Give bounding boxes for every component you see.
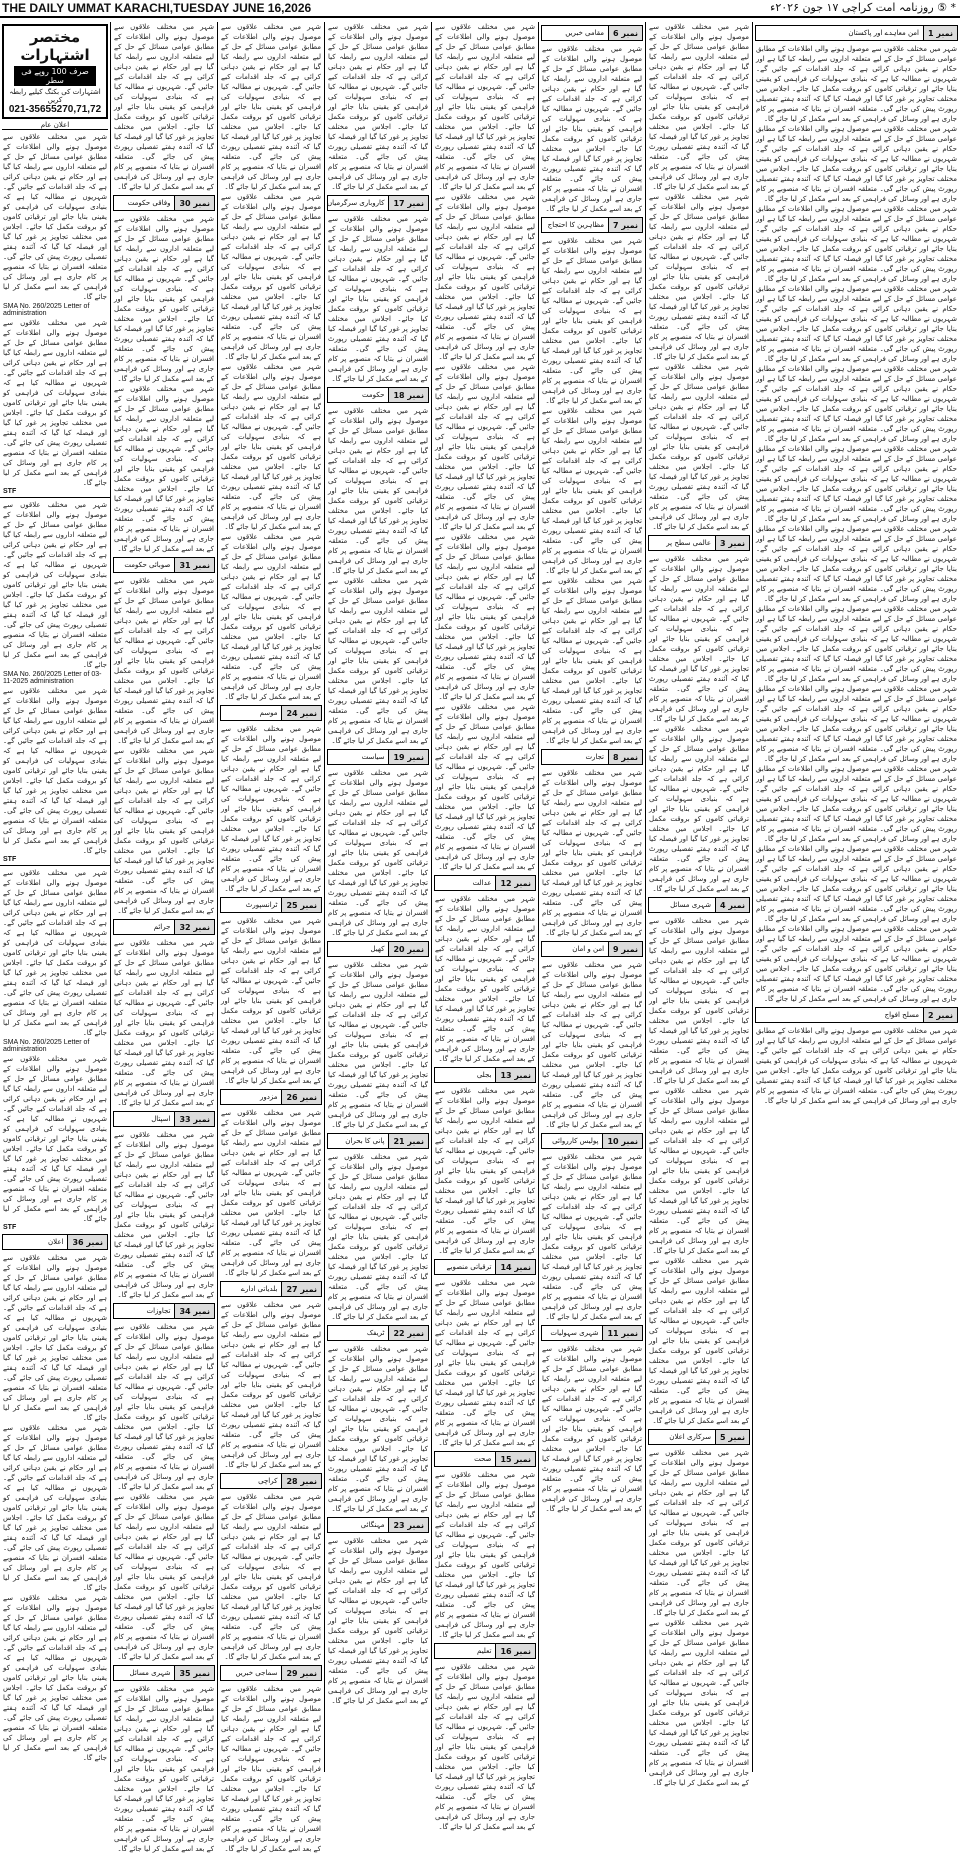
article-text: شہر میں مختلف علاقوں سے موصول ہونے والی اطلاعات کے مطابق عوامی مسائل کے حل کے لیے متعلقہ اداروں سے رابطہ کیا گیا ہے اور حکام نے یقین دہانی کرائی ہے کہ جلد اقدامات کیے جائیں گے۔ شہریوں نے مطالبہ کیا ہے کہ بنیادی سہولیات کی فراہمی کو یقینی بنایا جائے اور ترقیاتی کاموں کو بروقت مکمل کیا جائے۔ اجلاس میں مختلف تجاویز پر غور کیا گیا اور فیصلہ کیا گیا کہ آئندہ ہفتے تفصیلی رپورٹ پیش کی جائے گی۔ متعلقہ افسران نے بتایا کہ منصوبے پر کام جاری ہے اور وسائل کی فراہمی کے بعد اسے مکمل کر لیا جائے گا۔ xyxy=(221,917,321,1085)
section-number: نمبر 28 xyxy=(281,1474,321,1488)
notice-label: اعلان عام xyxy=(2,121,108,130)
article-text: شہر میں مختلف علاقوں سے موصول ہونے والی اطلاعات کے مطابق عوامی مسائل کے حل کے لیے متعلقہ اداروں سے رابطہ کیا گیا ہے اور حکام نے یقین دہانی کرائی ہے کہ جلد اقدامات کیے جائیں گے۔ شہریوں نے مطالبہ کیا ہے کہ بنیادی سہولیات کی فراہمی کو یقینی بنایا جائے اور ترقیاتی کاموں کو بروقت مکمل کیا جائے۔ اجلاس میں مختلف تجاویز پر غور کیا گیا اور فیصلہ کیا گیا کہ آئندہ ہفتے تفصیلی رپورٹ پیش کی جائے گی۔ متعلقہ افسران نے بتایا کہ منصوبے پر کام جاری ہے اور وسائل کی فراہمی کے بعد اسے مکمل کر لیا جائے گا۔ xyxy=(649,725,749,893)
section-number: نمبر 30 xyxy=(174,196,214,210)
article-text: شہر میں مختلف علاقوں سے موصول ہونے والی اطلاعات کے مطابق عوامی مسائل کے حل کے لیے متعلقہ اداروں سے رابطہ کیا گیا ہے اور حکام نے یقین دہانی کرائی ہے کہ جلد اقدامات کیے جائیں گے۔ شہریوں نے مطالبہ کیا ہے کہ بنیادی سہولیات کی فراہمی کو یقینی بنایا جائے اور ترقیاتی کاموں کو بروقت مکمل کیا جائے۔ اجلاس میں مختلف تجاویز پر غور کیا گیا اور فیصلہ کیا گیا کہ آئندہ ہفتے تفصیلی رپورٹ پیش کی جائے گی۔ متعلقہ افسران نے بتایا کہ منصوبے پر کام جاری ہے اور وسائل کی فراہمی کے بعد اسے مکمل کر لیا جائے گا۔ xyxy=(3,1254,107,1422)
article-text: شہر میں مختلف علاقوں سے موصول ہونے والی اطلاعات کے مطابق عوامی مسائل کے حل کے لیے متعلقہ اداروں سے رابطہ کیا گیا ہے اور حکام نے یقین دہانی کرائی ہے کہ جلد اقدامات کیے جائیں گے۔ شہریوں نے مطالبہ کیا ہے کہ بنیادی سہولیات کی فراہمی کو یقینی بنایا جائے اور ترقیاتی کاموں کو بروقت مکمل کیا جائے۔ اجلاس میں مختلف تجاویز پر غور کیا گیا اور فیصلہ کیا گیا کہ آئندہ ہفتے تفصیلی رپورٹ پیش کی جائے گی۔ متعلقہ افسران نے بتایا کہ منصوبے پر کام جاری ہے اور وسائل کی فراہمی کے بعد اسے مکمل کر لیا جائے گا۔ xyxy=(328,1153,428,1321)
section-number: نمبر 29 xyxy=(281,1666,321,1680)
section-number: نمبر 33 xyxy=(174,1112,214,1126)
column-4 xyxy=(324,22,431,1772)
article-text: شہر میں مختلف علاقوں سے موصول ہونے والی اطلاعات کے مطابق عوامی مسائل کے حل کے لیے متعلقہ اداروں سے رابطہ کیا گیا ہے اور حکام نے یقین دہانی کرائی ہے کہ جلد اقدامات کیے جائیں گے۔ شہریوں نے مطالبہ کیا ہے کہ بنیادی سہولیات کی فراہمی کو یقینی بنایا جائے اور ترقیاتی کاموں کو بروقت مکمل کیا جائے۔ اجلاس میں مختلف تجاویز پر غور کیا گیا اور فیصلہ کیا گیا کہ آئندہ ہفتے تفصیلی رپورٹ پیش کی جائے گی۔ متعلقہ افسران نے بتایا کہ منصوبے پر کام جاری ہے اور وسائل کی فراہمی کے بعد اسے مکمل کر لیا جائے گا۔ xyxy=(435,363,535,531)
section-number: نمبر 9 xyxy=(608,942,642,956)
article-text: شہر میں مختلف علاقوں سے موصول ہونے والی اطلاعات کے مطابق عوامی مسائل کے حل کے لیے متعلقہ اداروں سے رابطہ کیا گیا ہے اور حکام نے یقین دہانی کرائی ہے کہ جلد اقدامات کیے جائیں گے۔ شہریوں نے مطالبہ کیا ہے کہ بنیادی سہولیات کی فراہمی کو یقینی بنایا جائے اور ترقیاتی کاموں کو بروقت مکمل کیا جائے۔ اجلاس میں مختلف تجاویز پر غور کیا گیا اور فیصلہ کیا گیا کہ آئندہ ہفتے تفصیلی رپورٹ پیش کی جائے گی۔ متعلقہ افسران نے بتایا کہ منصوبے پر کام جاری ہے اور وسائل کی فراہمی کے بعد اسے مکمل کر لیا جائے گا۔ xyxy=(649,23,749,191)
article-text: شہر میں مختلف علاقوں سے موصول ہونے والی اطلاعات کے مطابق عوامی مسائل کے حل کے لیے متعلقہ اداروں سے رابطہ کیا گیا ہے اور حکام نے یقین دہانی کرائی ہے کہ جلد اقدامات کیے جائیں گے۔ شہریوں نے مطالبہ کیا ہے کہ بنیادی سہولیات کی فراہمی کو یقینی بنایا جائے اور ترقیاتی کاموں کو بروقت مکمل کیا جائے۔ اجلاس میں مختلف تجاویز پر غور کیا گیا اور فیصلہ کیا گیا کہ آئندہ ہفتے تفصیلی رپورٹ پیش کی جائے گی۔ متعلقہ افسران نے بتایا کہ منصوبے پر کام جاری ہے اور وسائل کی فراہمی کے بعد اسے مکمل کر لیا جائے گا۔ xyxy=(435,533,535,701)
section-title: صحت xyxy=(474,1455,492,1463)
article-text: شہر میں مختلف علاقوں سے موصول ہونے والی اطلاعات کے مطابق عوامی مسائل کے حل کے لیے متعلقہ اداروں سے رابطہ کیا گیا ہے اور حکام نے یقین دہانی کرائی ہے کہ جلد اقدامات کیے جائیں گے۔ شہریوں نے مطالبہ کیا ہے کہ بنیادی سہولیات کی فراہمی کو یقینی بنایا جائے اور ترقیاتی کاموں کو بروقت مکمل کیا جائے۔ اجلاس میں مختلف تجاویز پر غور کیا گیا اور فیصلہ کیا گیا کہ آئندہ ہفتے تفصیلی رپورٹ پیش کی جائے گی۔ متعلقہ افسران نے بتایا کہ منصوبے پر کام جاری ہے اور وسائل کی فراہمی کے بعد اسے مکمل کر لیا جائے گا۔ xyxy=(542,1153,642,1321)
article-text: شہر میں مختلف علاقوں سے موصول ہونے والی اطلاعات کے مطابق عوامی مسائل کے حل کے لیے متعلقہ اداروں سے رابطہ کیا گیا ہے اور حکام نے یقین دہانی کرائی ہے کہ جلد اقدامات کیے جائیں گے۔ شہریوں نے مطالبہ کیا ہے کہ بنیادی سہولیات کی فراہمی کو یقینی بنایا جائے اور ترقیاتی کاموں کو بروقت مکمل کیا جائے۔ اجلاس میں مختلف تجاویز پر غور کیا گیا اور فیصلہ کیا گیا کہ آئندہ ہفتے تفصیلی رپورٹ پیش کی جائے گی۔ متعلقہ افسران نے بتایا کہ منصوبے پر کام جاری ہے اور وسائل کی فراہمی کے بعد اسے مکمل کر لیا جائے گا۔ xyxy=(756,605,957,683)
notice-sma: SMA No. 260/2025 Letter of administration xyxy=(3,303,90,317)
section-title: اسپتال xyxy=(151,1115,171,1123)
article-text: شہر میں مختلف علاقوں سے موصول ہونے والی اطلاعات کے مطابق عوامی مسائل کے حل کے لیے متعلقہ اداروں سے رابطہ کیا گیا ہے اور حکام نے یقین دہانی کرائی ہے کہ جلد اقدامات کیے جائیں گے۔ شہریوں نے مطالبہ کیا ہے کہ بنیادی سہولیات کی فراہمی کو یقینی بنایا جائے اور ترقیاتی کاموں کو بروقت مکمل کیا جائے۔ اجلاس میں مختلف تجاویز پر غور کیا گیا اور فیصلہ کیا گیا کہ آئندہ ہفتے تفصیلی رپورٹ پیش کی جائے گی۔ متعلقہ افسران نے بتایا کہ منصوبے پر کام جاری ہے اور وسائل کی فراہمی کے بعد اسے مکمل کر لیا جائے گا۔ xyxy=(542,769,642,937)
section-box xyxy=(220,897,322,913)
section-title: شہری مسائل xyxy=(670,901,712,909)
article-text: شہر میں مختلف علاقوں سے موصول ہونے والی اطلاعات کے مطابق عوامی مسائل کے حل کے لیے متعلقہ اداروں سے رابطہ کیا گیا ہے اور حکام نے یقین دہانی کرائی ہے کہ جلد اقدامات کیے جائیں گے۔ شہریوں نے مطالبہ کیا ہے کہ بنیادی سہولیات کی فراہمی کو یقینی بنایا جائے اور ترقیاتی کاموں کو بروقت مکمل کیا جائے۔ اجلاس میں مختلف تجاویز پر غور کیا گیا اور فیصلہ کیا گیا کہ آئندہ ہفتے تفصیلی رپورٹ پیش کی جائے گی۔ متعلقہ افسران نے بتایا کہ منصوبے پر کام جاری ہے اور وسائل کی فراہمی کے بعد اسے مکمل کر لیا جائے گا۔ xyxy=(435,1279,535,1447)
section-title: مزدور xyxy=(259,1093,278,1101)
section-title: اعلان xyxy=(48,1238,64,1246)
section-box xyxy=(113,919,215,935)
section-title: امن و امان xyxy=(572,945,605,953)
classified-rate: صرف 100 روپے فی سطر xyxy=(14,66,96,86)
article-text: شہر میں مختلف علاقوں سے موصول ہونے والی اطلاعات کے مطابق عوامی مسائل کے حل کے لیے متعلقہ اداروں سے رابطہ کیا گیا ہے اور حکام نے یقین دہانی کرائی ہے کہ جلد اقدامات کیے جائیں گے۔ شہریوں نے مطالبہ کیا ہے کہ بنیادی سہولیات کی فراہمی کو یقینی بنایا جائے اور ترقیاتی کاموں کو بروقت مکمل کیا جائے۔ اجلاس میں مختلف تجاویز پر غور کیا گیا اور فیصلہ کیا گیا کہ آئندہ ہفتے تفصیلی رپورٹ پیش کی جائے گی۔ متعلقہ افسران نے بتایا کہ منصوبے پر کام جاری ہے اور وسائل کی فراہمی کے بعد اسے مکمل کر لیا جائے گا۔ xyxy=(328,769,428,937)
section-title: سماجی خبریں xyxy=(235,1669,278,1677)
section-title: سرکاری اعلان xyxy=(669,1433,712,1441)
section-box xyxy=(755,25,958,41)
section-number: نمبر 18 xyxy=(388,388,428,402)
section-title: موسم xyxy=(259,709,278,717)
section-number: نمبر 19 xyxy=(388,750,428,764)
article-text: شہر میں مختلف علاقوں سے موصول ہونے والی اطلاعات کے مطابق عوامی مسائل کے حل کے لیے متعلقہ اداروں سے رابطہ کیا گیا ہے اور حکام نے یقین دہانی کرائی ہے کہ جلد اقدامات کیے جائیں گے۔ شہریوں نے مطالبہ کیا ہے کہ بنیادی سہولیات کی فراہمی کو یقینی بنایا جائے اور ترقیاتی کاموں کو بروقت مکمل کیا جائے۔ اجلاس میں مختلف تجاویز پر غور کیا گیا اور فیصلہ کیا گیا کہ آئندہ ہفتے تفصیلی رپورٹ پیش کی جائے گی۔ متعلقہ افسران نے بتایا کہ منصوبے پر کام جاری ہے اور وسائل کی فراہمی کے بعد اسے مکمل کر لیا جائے گا۔ xyxy=(328,1345,428,1513)
article-text: شہر میں مختلف علاقوں سے موصول ہونے والی اطلاعات کے مطابق عوامی مسائل کے حل کے لیے متعلقہ اداروں سے رابطہ کیا گیا ہے اور حکام نے یقین دہانی کرائی ہے کہ جلد اقدامات کیے جائیں گے۔ شہریوں نے مطالبہ کیا ہے کہ بنیادی سہولیات کی فراہمی کو یقینی بنایا جائے اور ترقیاتی کاموں کو بروقت مکمل کیا جائے۔ اجلاس میں مختلف تجاویز پر غور کیا گیا اور فیصلہ کیا گیا کہ آئندہ ہفتے تفصیلی رپورٹ پیش کی جائے گی۔ متعلقہ افسران نے بتایا کہ منصوبے پر کام جاری ہے اور وسائل کی فراہمی کے بعد اسے مکمل کر لیا جائے گا۔ xyxy=(542,407,642,575)
notice-text: شہر میں مختلف علاقوں سے موصول ہونے والی اطلاعات کے مطابق عوامی مسائل کے حل کے لیے متعلقہ اداروں سے رابطہ کیا گیا ہے اور حکام نے یقین دہانی کرائی ہے کہ جلد اقدامات کیے جائیں گے۔ شہریوں نے مطالبہ کیا ہے کہ بنیادی سہولیات کی فراہمی کو یقینی بنایا جائے اور ترقیاتی کاموں کو بروقت مکمل کیا جائے۔ اجلاس میں مختلف تجاویز پر غور کیا گیا اور فیصلہ کیا گیا کہ آئندہ ہفتے تفصیلی رپورٹ پیش کی جائے گی۔ متعلقہ افسران نے بتایا کہ منصوبے پر کام جاری ہے اور وسائل کی فراہمی کے بعد اسے مکمل کر لیا جائے گا۔ xyxy=(3,869,107,1037)
section-number: نمبر 21 xyxy=(388,1134,428,1148)
notice-sma: SMA No. 260/2025 Letter of 03-11-2025 administration xyxy=(3,671,102,685)
section-number: نمبر 24 xyxy=(281,706,321,720)
article-text: شہر میں مختلف علاقوں سے موصول ہونے والی اطلاعات کے مطابق عوامی مسائل کے حل کے لیے متعلقہ اداروں سے رابطہ کیا گیا ہے اور حکام نے یقین دہانی کرائی ہے کہ جلد اقدامات کیے جائیں گے۔ شہریوں نے مطالبہ کیا ہے کہ بنیادی سہولیات کی فراہمی کو یقینی بنایا جائے اور ترقیاتی کاموں کو بروقت مکمل کیا جائے۔ اجلاس میں مختلف تجاویز پر غور کیا گیا اور فیصلہ کیا گیا کہ آئندہ ہفتے تفصیلی رپورٹ پیش کی جائے گی۔ متعلقہ افسران نے بتایا کہ منصوبے پر کام جاری ہے اور وسائل کی فراہمی کے بعد اسے مکمل کر لیا جائے گا۔ xyxy=(221,193,321,361)
article-text: شہر میں مختلف علاقوں سے موصول ہونے والی اطلاعات کے مطابق عوامی مسائل کے حل کے لیے متعلقہ اداروں سے رابطہ کیا گیا ہے اور حکام نے یقین دہانی کرائی ہے کہ جلد اقدامات کیے جائیں گے۔ شہریوں نے مطالبہ کیا ہے کہ بنیادی سہولیات کی فراہمی کو یقینی بنایا جائے اور ترقیاتی کاموں کو بروقت مکمل کیا جائے۔ اجلاس میں مختلف تجاویز پر غور کیا گیا اور فیصلہ کیا گیا کہ آئندہ ہفتے تفصیلی رپورٹ پیش کی جائے گی۔ متعلقہ افسران نے بتایا کہ منصوبے پر کام جاری ہے اور وسائل کی فراہمی کے بعد اسے مکمل کر لیا جائے گا۔ xyxy=(649,193,749,361)
section-number: نمبر 25 xyxy=(281,898,321,912)
section-title: پولیس کارروائی xyxy=(552,1137,599,1145)
article-text: شہر میں مختلف علاقوں سے موصول ہونے والی اطلاعات کے مطابق عوامی مسائل کے حل کے لیے متعلقہ اداروں سے رابطہ کیا گیا ہے اور حکام نے یقین دہانی کرائی ہے کہ جلد اقدامات کیے جائیں گے۔ شہریوں نے مطالبہ کیا ہے کہ بنیادی سہولیات کی فراہمی کو یقینی بنایا جائے اور ترقیاتی کاموں کو بروقت مکمل کیا جائے۔ اجلاس میں مختلف تجاویز پر غور کیا گیا اور فیصلہ کیا گیا کہ آئندہ ہفتے تفصیلی رپورٹ پیش کی جائے گی۔ متعلقہ افسران نے بتایا کہ منصوبے پر کام جاری ہے اور وسائل کی فراہمی کے بعد اسے مکمل کر لیا جائے گا۔ xyxy=(114,385,214,553)
article-text: شہر میں مختلف علاقوں سے موصول ہونے والی اطلاعات کے مطابق عوامی مسائل کے حل کے لیے متعلقہ اداروں سے رابطہ کیا گیا ہے اور حکام نے یقین دہانی کرائی ہے کہ جلد اقدامات کیے جائیں گے۔ شہریوں نے مطالبہ کیا ہے کہ بنیادی سہولیات کی فراہمی کو یقینی بنایا جائے اور ترقیاتی کاموں کو بروقت مکمل کیا جائے۔ اجلاس میں مختلف تجاویز پر غور کیا گیا اور فیصلہ کیا گیا کہ آئندہ ہفتے تفصیلی رپورٹ پیش کی جائے گی۔ متعلقہ افسران نے بتایا کہ منصوبے پر کام جاری ہے اور وسائل کی فراہمی کے بعد اسے مکمل کر لیا جائے گا۔ xyxy=(221,1301,321,1469)
section-title: مقامی خبریں xyxy=(565,29,605,37)
section-box xyxy=(220,1089,322,1105)
section-number: نمبر 27 xyxy=(281,1282,321,1296)
article-text: شہر میں مختلف علاقوں سے موصول ہونے والی اطلاعات کے مطابق عوامی مسائل کے حل کے لیے متعلقہ اداروں سے رابطہ کیا گیا ہے اور حکام نے یقین دہانی کرائی ہے کہ جلد اقدامات کیے جائیں گے۔ شہریوں نے مطالبہ کیا ہے کہ بنیادی سہولیات کی فراہمی کو یقینی بنایا جائے اور ترقیاتی کاموں کو بروقت مکمل کیا جائے۔ اجلاس میں مختلف تجاویز پر غور کیا گیا اور فیصلہ کیا گیا کہ آئندہ ہفتے تفصیلی رپورٹ پیش کی جائے گی۔ متعلقہ افسران نے بتایا کہ منصوبے پر کام جاری ہے اور وسائل کی فراہمی کے بعد اسے مکمل کر لیا جائے گا۔ xyxy=(221,1109,321,1277)
section-box xyxy=(220,1473,322,1489)
article-text: شہر میں مختلف علاقوں سے موصول ہونے والی اطلاعات کے مطابق عوامی مسائل کے حل کے لیے متعلقہ اداروں سے رابطہ کیا گیا ہے اور حکام نے یقین دہانی کرائی ہے کہ جلد اقدامات کیے جائیں گے۔ شہریوں نے مطالبہ کیا ہے کہ بنیادی سہولیات کی فراہمی کو یقینی بنایا جائے اور ترقیاتی کاموں کو بروقت مکمل کیا جائے۔ اجلاس میں مختلف تجاویز پر غور کیا گیا اور فیصلہ کیا گیا کہ آئندہ ہفتے تفصیلی رپورٹ پیش کی جائے گی۔ متعلقہ افسران نے بتایا کہ منصوبے پر کام جاری ہے اور وسائل کی فراہمی کے بعد اسے مکمل کر لیا جائے گا۔ xyxy=(328,23,428,191)
article-text: شہر میں مختلف علاقوں سے موصول ہونے والی اطلاعات کے مطابق عوامی مسائل کے حل کے لیے متعلقہ اداروں سے رابطہ کیا گیا ہے اور حکام نے یقین دہانی کرائی ہے کہ جلد اقدامات کیے جائیں گے۔ شہریوں نے مطالبہ کیا ہے کہ بنیادی سہولیات کی فراہمی کو یقینی بنایا جائے اور ترقیاتی کاموں کو بروقت مکمل کیا جائے۔ اجلاس میں مختلف تجاویز پر غور کیا گیا اور فیصلہ کیا گیا کہ آئندہ ہفتے تفصیلی رپورٹ پیش کی جائے گی۔ متعلقہ افسران نے بتایا کہ منصوبے پر کام جاری ہے اور وسائل کی فراہمی کے بعد اسے مکمل کر لیا جائے گا۔ xyxy=(756,205,957,283)
section-title: حکومت xyxy=(362,391,385,399)
section-title: بجلی xyxy=(476,1071,492,1079)
article-text: شہر میں مختلف علاقوں سے موصول ہونے والی اطلاعات کے مطابق عوامی مسائل کے حل کے لیے متعلقہ اداروں سے رابطہ کیا گیا ہے اور حکام نے یقین دہانی کرائی ہے کہ جلد اقدامات کیے جائیں گے۔ شہریوں نے مطالبہ کیا ہے کہ بنیادی سہولیات کی فراہمی کو یقینی بنایا جائے اور ترقیاتی کاموں کو بروقت مکمل کیا جائے۔ اجلاس میں مختلف تجاویز پر غور کیا گیا اور فیصلہ کیا گیا کہ آئندہ ہفتے تفصیلی رپورٹ پیش کی جائے گی۔ متعلقہ افسران نے بتایا کہ منصوبے پر کام جاری ہے اور وسائل کی فراہمی کے بعد اسے مکمل کر لیا جائے گا۔ xyxy=(3,1424,107,1592)
notice-stf: STF xyxy=(3,488,17,495)
column-8 xyxy=(752,22,960,1772)
section-number: نمبر 17 xyxy=(388,196,428,210)
section-box xyxy=(434,1451,536,1467)
section-number: نمبر 5 xyxy=(715,1430,749,1444)
article-text: شہر میں مختلف علاقوں سے موصول ہونے والی اطلاعات کے مطابق عوامی مسائل کے حل کے لیے متعلقہ اداروں سے رابطہ کیا گیا ہے اور حکام نے یقین دہانی کرائی ہے کہ جلد اقدامات کیے جائیں گے۔ شہریوں نے مطالبہ کیا ہے کہ بنیادی سہولیات کی فراہمی کو یقینی بنایا جائے اور ترقیاتی کاموں کو بروقت مکمل کیا جائے۔ اجلاس میں مختلف تجاویز پر غور کیا گیا اور فیصلہ کیا گیا کہ آئندہ ہفتے تفصیلی رپورٹ پیش کی جائے گی۔ متعلقہ افسران نے بتایا کہ منصوبے پر کام جاری ہے اور وسائل کی فراہمی کے بعد اسے مکمل کر لیا جائے گا۔ xyxy=(649,555,749,723)
article-text: شہر میں مختلف علاقوں سے موصول ہونے والی اطلاعات کے مطابق عوامی مسائل کے حل کے لیے متعلقہ اداروں سے رابطہ کیا گیا ہے اور حکام نے یقین دہانی کرائی ہے کہ جلد اقدامات کیے جائیں گے۔ شہریوں نے مطالبہ کیا ہے کہ بنیادی سہولیات کی فراہمی کو یقینی بنایا جائے اور ترقیاتی کاموں کو بروقت مکمل کیا جائے۔ اجلاس میں مختلف تجاویز پر غور کیا گیا اور فیصلہ کیا گیا کہ آئندہ ہفتے تفصیلی رپورٹ پیش کی جائے گی۔ متعلقہ افسران نے بتایا کہ منصوبے پر کام جاری ہے اور وسائل کی فراہمی کے بعد اسے مکمل کر لیا جائے گا۔ xyxy=(114,577,214,745)
article-text: شہر میں مختلف علاقوں سے موصول ہونے والی اطلاعات کے مطابق عوامی مسائل کے حل کے لیے متعلقہ اداروں سے رابطہ کیا گیا ہے اور حکام نے یقین دہانی کرائی ہے کہ جلد اقدامات کیے جائیں گے۔ شہریوں نے مطالبہ کیا ہے کہ بنیادی سہولیات کی فراہمی کو یقینی بنایا جائے اور ترقیاتی کاموں کو بروقت مکمل کیا جائے۔ اجلاس میں مختلف تجاویز پر غور کیا گیا اور فیصلہ کیا گیا کہ آئندہ ہفتے تفصیلی رپورٹ پیش کی جائے گی۔ متعلقہ افسران نے بتایا کہ منصوبے پر کام جاری ہے اور وسائل کی فراہمی کے بعد اسے مکمل کر لیا جائے گا۔ xyxy=(756,285,957,363)
section-box xyxy=(113,1303,215,1319)
section-box xyxy=(648,897,750,913)
section-box xyxy=(541,941,643,957)
article-text: شہر میں مختلف علاقوں سے موصول ہونے والی اطلاعات کے مطابق عوامی مسائل کے حل کے لیے متعلقہ اداروں سے رابطہ کیا گیا ہے اور حکام نے یقین دہانی کرائی ہے کہ جلد اقدامات کیے جائیں گے۔ شہریوں نے مطالبہ کیا ہے کہ بنیادی سہولیات کی فراہمی کو یقینی بنایا جائے اور ترقیاتی کاموں کو بروقت مکمل کیا جائے۔ اجلاس میں مختلف تجاویز پر غور کیا گیا اور فیصلہ کیا گیا کہ آئندہ ہفتے تفصیلی رپورٹ پیش کی جائے گی۔ متعلقہ افسران نے بتایا کہ منصوبے پر کام جاری ہے اور وسائل کی فراہمی کے بعد اسے مکمل کر لیا جائے گا۔ xyxy=(756,685,957,763)
article-text: شہر میں مختلف علاقوں سے موصول ہونے والی اطلاعات کے مطابق عوامی مسائل کے حل کے لیے متعلقہ اداروں سے رابطہ کیا گیا ہے اور حکام نے یقین دہانی کرائی ہے کہ جلد اقدامات کیے جائیں گے۔ شہریوں نے مطالبہ کیا ہے کہ بنیادی سہولیات کی فراہمی کو یقینی بنایا جائے اور ترقیاتی کاموں کو بروقت مکمل کیا جائے۔ اجلاس میں مختلف تجاویز پر غور کیا گیا اور فیصلہ کیا گیا کہ آئندہ ہفتے تفصیلی رپورٹ پیش کی جائے گی۔ متعلقہ افسران نے بتایا کہ منصوبے پر کام جاری ہے اور وسائل کی فراہمی کے بعد اسے مکمل کر لیا جائے گا۔ xyxy=(542,45,642,213)
section-title: سیاست xyxy=(361,753,385,761)
notice-stf: STF xyxy=(3,856,17,863)
article-text: شہر میں مختلف علاقوں سے موصول ہونے والی اطلاعات کے مطابق عوامی مسائل کے حل کے لیے متعلقہ اداروں سے رابطہ کیا گیا ہے اور حکام نے یقین دہانی کرائی ہے کہ جلد اقدامات کیے جائیں گے۔ شہریوں نے مطالبہ کیا ہے کہ بنیادی سہولیات کی فراہمی کو یقینی بنایا جائے اور ترقیاتی کاموں کو بروقت مکمل کیا جائے۔ اجلاس میں مختلف تجاویز پر غور کیا گیا اور فیصلہ کیا گیا کہ آئندہ ہفتے تفصیلی رپورٹ پیش کی جائے گی۔ متعلقہ افسران نے بتایا کہ منصوبے پر کام جاری ہے اور وسائل کی فراہمی کے بعد اسے مکمل کر لیا جائے گا۔ xyxy=(221,1685,321,1853)
article-text: شہر میں مختلف علاقوں سے موصول ہونے والی اطلاعات کے مطابق عوامی مسائل کے حل کے لیے متعلقہ اداروں سے رابطہ کیا گیا ہے اور حکام نے یقین دہانی کرائی ہے کہ جلد اقدامات کیے جائیں گے۔ شہریوں نے مطالبہ کیا ہے کہ بنیادی سہولیات کی فراہمی کو یقینی بنایا جائے اور ترقیاتی کاموں کو بروقت مکمل کیا جائے۔ اجلاس میں مختلف تجاویز پر غور کیا گیا اور فیصلہ کیا گیا کہ آئندہ ہفتے تفصیلی رپورٹ پیش کی جائے گی۔ متعلقہ افسران نے بتایا کہ منصوبے پر کام جاری ہے اور وسائل کی فراہمی کے بعد اسے مکمل کر لیا جائے گا۔ xyxy=(3,1594,107,1762)
article-text: شہر میں مختلف علاقوں سے موصول ہونے والی اطلاعات کے مطابق عوامی مسائل کے حل کے لیے متعلقہ اداروں سے رابطہ کیا گیا ہے اور حکام نے یقین دہانی کرائی ہے کہ جلد اقدامات کیے جائیں گے۔ شہریوں نے مطالبہ کیا ہے کہ بنیادی سہولیات کی فراہمی کو یقینی بنایا جائے اور ترقیاتی کاموں کو بروقت مکمل کیا جائے۔ اجلاس میں مختلف تجاویز پر غور کیا گیا اور فیصلہ کیا گیا کہ آئندہ ہفتے تفصیلی رپورٹ پیش کی جائے گی۔ متعلقہ افسران نے بتایا کہ منصوبے پر کام جاری ہے اور وسائل کی فراہمی کے بعد اسے مکمل کر لیا جائے گا۔ xyxy=(114,1685,214,1853)
notice-text: شہر میں مختلف علاقوں سے موصول ہونے والی اطلاعات کے مطابق عوامی مسائل کے حل کے لیے متعلقہ اداروں سے رابطہ کیا گیا ہے اور حکام نے یقین دہانی کرائی ہے کہ جلد اقدامات کیے جائیں گے۔ شہریوں نے مطالبہ کیا ہے کہ بنیادی سہولیات کی فراہمی کو یقینی بنایا جائے اور ترقیاتی کاموں کو بروقت مکمل کیا جائے۔ اجلاس میں مختلف تجاویز پر غور کیا گیا اور فیصلہ کیا گیا کہ آئندہ ہفتے تفصیلی رپورٹ پیش کی جائے گی۔ متعلقہ افسران نے بتایا کہ منصوبے پر کام جاری ہے اور وسائل کی فراہمی کے بعد اسے مکمل کر لیا جائے گا۔ xyxy=(3,1055,107,1223)
section-title: مظاہرین کا احتجاج xyxy=(547,221,605,229)
section-title: ٹرانسپورٹ xyxy=(245,901,278,909)
article-text: شہر میں مختلف علاقوں سے موصول ہونے والی اطلاعات کے مطابق عوامی مسائل کے حل کے لیے متعلقہ اداروں سے رابطہ کیا گیا ہے اور حکام نے یقین دہانی کرائی ہے کہ جلد اقدامات کیے جائیں گے۔ شہریوں نے مطالبہ کیا ہے کہ بنیادی سہولیات کی فراہمی کو یقینی بنایا جائے اور ترقیاتی کاموں کو بروقت مکمل کیا جائے۔ اجلاس میں مختلف تجاویز پر غور کیا گیا اور فیصلہ کیا گیا کہ آئندہ ہفتے تفصیلی رپورٹ پیش کی جائے گی۔ متعلقہ افسران نے بتایا کہ منصوبے پر کام جاری ہے اور وسائل کی فراہمی کے بعد اسے مکمل کر لیا جائے گا۔ xyxy=(756,125,957,203)
article-text: شہر میں مختلف علاقوں سے موصول ہونے والی اطلاعات کے مطابق عوامی مسائل کے حل کے لیے متعلقہ اداروں سے رابطہ کیا گیا ہے اور حکام نے یقین دہانی کرائی ہے کہ جلد اقدامات کیے جائیں گے۔ شہریوں نے مطالبہ کیا ہے کہ بنیادی سہولیات کی فراہمی کو یقینی بنایا جائے اور ترقیاتی کاموں کو بروقت مکمل کیا جائے۔ اجلاس میں مختلف تجاویز پر غور کیا گیا اور فیصلہ کیا گیا کہ آئندہ ہفتے تفصیلی رپورٹ پیش کی جائے گی۔ متعلقہ افسران نے بتایا کہ منصوبے پر کام جاری ہے اور وسائل کی فراہمی کے بعد اسے مکمل کر لیا جائے گا۔ xyxy=(649,1257,749,1425)
section-number: نمبر 1 xyxy=(923,26,957,40)
article-text: شہر میں مختلف علاقوں سے موصول ہونے والی اطلاعات کے مطابق عوامی مسائل کے حل کے لیے متعلقہ اداروں سے رابطہ کیا گیا ہے اور حکام نے یقین دہانی کرائی ہے کہ جلد اقدامات کیے جائیں گے۔ شہریوں نے مطالبہ کیا ہے کہ بنیادی سہولیات کی فراہمی کو یقینی بنایا جائے اور ترقیاتی کاموں کو بروقت مکمل کیا جائے۔ اجلاس میں مختلف تجاویز پر غور کیا گیا اور فیصلہ کیا گیا کہ آئندہ ہفتے تفصیلی رپورٹ پیش کی جائے گی۔ متعلقہ افسران نے بتایا کہ منصوبے پر کام جاری ہے اور وسائل کی فراہمی کے بعد اسے مکمل کر لیا جائے گا۔ xyxy=(435,895,535,1063)
section-box xyxy=(327,1325,429,1341)
column-5 xyxy=(431,22,538,1831)
column-7 xyxy=(645,22,752,1787)
section-title: پانی کا بحران xyxy=(345,1137,385,1145)
section-title: تعلیم xyxy=(477,1647,492,1655)
article-text: شہر میں مختلف علاقوں سے موصول ہونے والی اطلاعات کے مطابق عوامی مسائل کے حل کے لیے متعلقہ اداروں سے رابطہ کیا گیا ہے اور حکام نے یقین دہانی کرائی ہے کہ جلد اقدامات کیے جائیں گے۔ شہریوں نے مطالبہ کیا ہے کہ بنیادی سہولیات کی فراہمی کو یقینی بنایا جائے اور ترقیاتی کاموں کو بروقت مکمل کیا جائے۔ اجلاس میں مختلف تجاویز پر غور کیا گیا اور فیصلہ کیا گیا کہ آئندہ ہفتے تفصیلی رپورٹ پیش کی جائے گی۔ متعلقہ افسران نے بتایا کہ منصوبے پر کام جاری ہے اور وسائل کی فراہمی کے بعد اسے مکمل کر لیا جائے گا۔ xyxy=(756,1027,957,1105)
section-box xyxy=(541,25,643,41)
section-number: نمبر 16 xyxy=(495,1644,535,1658)
section-box xyxy=(327,387,429,403)
article-text: شہر میں مختلف علاقوں سے موصول ہونے والی اطلاعات کے مطابق عوامی مسائل کے حل کے لیے متعلقہ اداروں سے رابطہ کیا گیا ہے اور حکام نے یقین دہانی کرائی ہے کہ جلد اقدامات کیے جائیں گے۔ شہریوں نے مطالبہ کیا ہے کہ بنیادی سہولیات کی فراہمی کو یقینی بنایا جائے اور ترقیاتی کاموں کو بروقت مکمل کیا جائے۔ اجلاس میں مختلف تجاویز پر غور کیا گیا اور فیصلہ کیا گیا کہ آئندہ ہفتے تفصیلی رپورٹ پیش کی جائے گی۔ متعلقہ افسران نے بتایا کہ منصوبے پر کام جاری ہے اور وسائل کی فراہمی کے بعد اسے مکمل کر لیا جائے گا۔ xyxy=(435,23,535,191)
article-text: شہر میں مختلف علاقوں سے موصول ہونے والی اطلاعات کے مطابق عوامی مسائل کے حل کے لیے متعلقہ اداروں سے رابطہ کیا گیا ہے اور حکام نے یقین دہانی کرائی ہے کہ جلد اقدامات کیے جائیں گے۔ شہریوں نے مطالبہ کیا ہے کہ بنیادی سہولیات کی فراہمی کو یقینی بنایا جائے اور ترقیاتی کاموں کو بروقت مکمل کیا جائے۔ اجلاس میں مختلف تجاویز پر غور کیا گیا اور فیصلہ کیا گیا کہ آئندہ ہفتے تفصیلی رپورٹ پیش کی جائے گی۔ متعلقہ افسران نے بتایا کہ منصوبے پر کام جاری ہے اور وسائل کی فراہمی کے بعد اسے مکمل کر لیا جائے گا۔ xyxy=(542,1345,642,1513)
section-title: عالمی سطح پر xyxy=(666,539,712,547)
section-title: تجاوزات xyxy=(146,1307,171,1315)
section-box xyxy=(113,557,215,573)
article-text: شہر میں مختلف علاقوں سے موصول ہونے والی اطلاعات کے مطابق عوامی مسائل کے حل کے لیے متعلقہ اداروں سے رابطہ کیا گیا ہے اور حکام نے یقین دہانی کرائی ہے کہ جلد اقدامات کیے جائیں گے۔ شہریوں نے مطالبہ کیا ہے کہ بنیادی سہولیات کی فراہمی کو یقینی بنایا جائے اور ترقیاتی کاموں کو بروقت مکمل کیا جائے۔ اجلاس میں مختلف تجاویز پر غور کیا گیا اور فیصلہ کیا گیا کہ آئندہ ہفتے تفصیلی رپورٹ پیش کی جائے گی۔ متعلقہ افسران نے بتایا کہ منصوبے پر کام جاری ہے اور وسائل کی فراہمی کے بعد اسے مکمل کر لیا جائے گا۔ xyxy=(328,577,428,745)
section-number: نمبر 12 xyxy=(495,876,535,890)
section-box xyxy=(327,749,429,765)
section-number: نمبر 13 xyxy=(495,1068,535,1082)
section-number: نمبر 8 xyxy=(608,750,642,764)
section-number: نمبر 10 xyxy=(602,1134,642,1148)
article-text: شہر میں مختلف علاقوں سے موصول ہونے والی اطلاعات کے مطابق عوامی مسائل کے حل کے لیے متعلقہ اداروں سے رابطہ کیا گیا ہے اور حکام نے یقین دہانی کرائی ہے کہ جلد اقدامات کیے جائیں گے۔ شہریوں نے مطالبہ کیا ہے کہ بنیادی سہولیات کی فراہمی کو یقینی بنایا جائے اور ترقیاتی کاموں کو بروقت مکمل کیا جائے۔ اجلاس میں مختلف تجاویز پر غور کیا گیا اور فیصلہ کیا گیا کہ آئندہ ہفتے تفصیلی رپورٹ پیش کی جائے گی۔ متعلقہ افسران نے بتایا کہ منصوبے پر کام جاری ہے اور وسائل کی فراہمی کے بعد اسے مکمل کر لیا جائے گا۔ xyxy=(114,1493,214,1661)
section-box xyxy=(434,1259,536,1275)
notice-text: شہر میں مختلف علاقوں سے موصول ہونے والی اطلاعات کے مطابق عوامی مسائل کے حل کے لیے متعلقہ اداروں سے رابطہ کیا گیا ہے اور حکام نے یقین دہانی کرائی ہے کہ جلد اقدامات کیے جائیں گے۔ شہریوں نے مطالبہ کیا ہے کہ بنیادی سہولیات کی فراہمی کو یقینی بنایا جائے اور ترقیاتی کاموں کو بروقت مکمل کیا جائے۔ اجلاس میں مختلف تجاویز پر غور کیا گیا اور فیصلہ کیا گیا کہ آئندہ ہفتے تفصیلی رپورٹ پیش کی جائے گی۔ متعلقہ افسران نے بتایا کہ منصوبے پر کام جاری ہے اور وسائل کی فراہمی کے بعد اسے مکمل کر لیا جائے گا۔ xyxy=(3,501,107,669)
notice-sma: SMA No. 260/2025 Letter of administration xyxy=(3,1039,90,1053)
section-number: نمبر 11 xyxy=(602,1326,642,1340)
article-text: شہر میں مختلف علاقوں سے موصول ہونے والی اطلاعات کے مطابق عوامی مسائل کے حل کے لیے متعلقہ اداروں سے رابطہ کیا گیا ہے اور حکام نے یقین دہانی کرائی ہے کہ جلد اقدامات کیے جائیں گے۔ شہریوں نے مطالبہ کیا ہے کہ بنیادی سہولیات کی فراہمی کو یقینی بنایا جائے اور ترقیاتی کاموں کو بروقت مکمل کیا جائے۔ اجلاس میں مختلف تجاویز پر غور کیا گیا اور فیصلہ کیا گیا کہ آئندہ ہفتے تفصیلی رپورٹ پیش کی جائے گی۔ متعلقہ افسران نے بتایا کہ منصوبے پر کام جاری ہے اور وسائل کی فراہمی کے بعد اسے مکمل کر لیا جائے گا۔ xyxy=(756,445,957,523)
column-6 xyxy=(538,22,645,1772)
article-text: شہر میں مختلف علاقوں سے موصول ہونے والی اطلاعات کے مطابق عوامی مسائل کے حل کے لیے متعلقہ اداروں سے رابطہ کیا گیا ہے اور حکام نے یقین دہانی کرائی ہے کہ جلد اقدامات کیے جائیں گے۔ شہریوں نے مطالبہ کیا ہے کہ بنیادی سہولیات کی فراہمی کو یقینی بنایا جائے اور ترقیاتی کاموں کو بروقت مکمل کیا جائے۔ اجلاس میں مختلف تجاویز پر غور کیا گیا اور فیصلہ کیا گیا کہ آئندہ ہفتے تفصیلی رپورٹ پیش کی جائے گی۔ متعلقہ افسران نے بتایا کہ منصوبے پر کام جاری ہے اور وسائل کی فراہمی کے بعد اسے مکمل کر لیا جائے گا۔ xyxy=(221,1493,321,1661)
section-number: نمبر 2 xyxy=(923,1008,957,1022)
section-title: شہری مسائل xyxy=(129,1669,171,1677)
section-box xyxy=(541,749,643,765)
section-title: شہری سہولیات xyxy=(550,1329,599,1337)
masthead-title: THE DAILY UMMAT KARACHI,TUESDAY JUNE 16,2026 xyxy=(2,1,312,15)
article-text: شہر میں مختلف علاقوں سے موصول ہونے والی اطلاعات کے مطابق عوامی مسائل کے حل کے لیے متعلقہ اداروں سے رابطہ کیا گیا ہے اور حکام نے یقین دہانی کرائی ہے کہ جلد اقدامات کیے جائیں گے۔ شہریوں نے مطالبہ کیا ہے کہ بنیادی سہولیات کی فراہمی کو یقینی بنایا جائے اور ترقیاتی کاموں کو بروقت مکمل کیا جائے۔ اجلاس میں مختلف تجاویز پر غور کیا گیا اور فیصلہ کیا گیا کہ آئندہ ہفتے تفصیلی رپورٹ پیش کی جائے گی۔ متعلقہ افسران نے بتایا کہ منصوبے پر کام جاری ہے اور وسائل کی فراہمی کے بعد اسے مکمل کر لیا جائے گا۔ xyxy=(756,765,957,843)
notice-text: شہر میں مختلف علاقوں سے موصول ہونے والی اطلاعات کے مطابق عوامی مسائل کے حل کے لیے متعلقہ اداروں سے رابطہ کیا گیا ہے اور حکام نے یقین دہانی کرائی ہے کہ جلد اقدامات کیے جائیں گے۔ شہریوں نے مطالبہ کیا ہے کہ بنیادی سہولیات کی فراہمی کو یقینی بنایا جائے اور ترقیاتی کاموں کو بروقت مکمل کیا جائے۔ اجلاس میں مختلف تجاویز پر غور کیا گیا اور فیصلہ کیا گیا کہ آئندہ ہفتے تفصیلی رپورٹ پیش کی جائے گی۔ متعلقہ افسران نے بتایا کہ منصوبے پر کام جاری ہے اور وسائل کی فراہمی کے بعد اسے مکمل کر لیا جائے گا۔ xyxy=(3,133,107,301)
section-box xyxy=(113,195,215,211)
article-text: شہر میں مختلف علاقوں سے موصول ہونے والی اطلاعات کے مطابق عوامی مسائل کے حل کے لیے متعلقہ اداروں سے رابطہ کیا گیا ہے اور حکام نے یقین دہانی کرائی ہے کہ جلد اقدامات کیے جائیں گے۔ شہریوں نے مطالبہ کیا ہے کہ بنیادی سہولیات کی فراہمی کو یقینی بنایا جائے اور ترقیاتی کاموں کو بروقت مکمل کیا جائے۔ اجلاس میں مختلف تجاویز پر غور کیا گیا اور فیصلہ کیا گیا کہ آئندہ ہفتے تفصیلی رپورٹ پیش کی جائے گی۔ متعلقہ افسران نے بتایا کہ منصوبے پر کام جاری ہے اور وسائل کی فراہمی کے بعد اسے مکمل کر لیا جائے گا۔ xyxy=(435,1663,535,1831)
section-title: کراچی xyxy=(258,1477,278,1485)
classified-note: اشتہارات کی بکنگ کیلیے رابطہ کریں xyxy=(9,88,101,104)
section-number: نمبر 15 xyxy=(495,1452,535,1466)
section-box xyxy=(327,1133,429,1149)
article-text: شہر میں مختلف علاقوں سے موصول ہونے والی اطلاعات کے مطابق عوامی مسائل کے حل کے لیے متعلقہ اداروں سے رابطہ کیا گیا ہے اور حکام نے یقین دہانی کرائی ہے کہ جلد اقدامات کیے جائیں گے۔ شہریوں نے مطالبہ کیا ہے کہ بنیادی سہولیات کی فراہمی کو یقینی بنایا جائے اور ترقیاتی کاموں کو بروقت مکمل کیا جائے۔ اجلاس میں مختلف تجاویز پر غور کیا گیا اور فیصلہ کیا گیا کہ آئندہ ہفتے تفصیلی رپورٹ پیش کی جائے گی۔ متعلقہ افسران نے بتایا کہ منصوبے پر کام جاری ہے اور وسائل کی فراہمی کے بعد اسے مکمل کر لیا جائے گا۔ xyxy=(756,365,957,443)
article-text: شہر میں مختلف علاقوں سے موصول ہونے والی اطلاعات کے مطابق عوامی مسائل کے حل کے لیے متعلقہ اداروں سے رابطہ کیا گیا ہے اور حکام نے یقین دہانی کرائی ہے کہ جلد اقدامات کیے جائیں گے۔ شہریوں نے مطالبہ کیا ہے کہ بنیادی سہولیات کی فراہمی کو یقینی بنایا جائے اور ترقیاتی کاموں کو بروقت مکمل کیا جائے۔ اجلاس میں مختلف تجاویز پر غور کیا گیا اور فیصلہ کیا گیا کہ آئندہ ہفتے تفصیلی رپورٹ پیش کی جائے گی۔ متعلقہ افسران نے بتایا کہ منصوبے پر کام جاری ہے اور وسائل کی فراہمی کے بعد اسے مکمل کر لیا جائے گا۔ xyxy=(435,703,535,871)
section-title: کاروباری سرگرمیاں xyxy=(327,199,385,207)
section-number: نمبر 4 xyxy=(715,898,749,912)
column-classifieds xyxy=(0,22,110,1772)
section-number: نمبر 3 xyxy=(715,536,749,550)
section-number: نمبر 34 xyxy=(174,1304,214,1318)
section-box xyxy=(113,1111,215,1127)
notice-text: شہر میں مختلف علاقوں سے موصول ہونے والی اطلاعات کے مطابق عوامی مسائل کے حل کے لیے متعلقہ اداروں سے رابطہ کیا گیا ہے اور حکام نے یقین دہانی کرائی ہے کہ جلد اقدامات کیے جائیں گے۔ شہریوں نے مطالبہ کیا ہے کہ بنیادی سہولیات کی فراہمی کو یقینی بنایا جائے اور ترقیاتی کاموں کو بروقت مکمل کیا جائے۔ اجلاس میں مختلف تجاویز پر غور کیا گیا اور فیصلہ کیا گیا کہ آئندہ ہفتے تفصیلی رپورٹ پیش کی جائے گی۔ متعلقہ افسران نے بتایا کہ منصوبے پر کام جاری ہے اور وسائل کی فراہمی کے بعد اسے مکمل کر لیا جائے گا۔ xyxy=(3,687,107,855)
classified-phone: 021-35655270,71,72 xyxy=(8,104,102,115)
section-box xyxy=(755,1007,958,1023)
article-text: شہر میں مختلف علاقوں سے موصول ہونے والی اطلاعات کے مطابق عوامی مسائل کے حل کے لیے متعلقہ اداروں سے رابطہ کیا گیا ہے اور حکام نے یقین دہانی کرائی ہے کہ جلد اقدامات کیے جائیں گے۔ شہریوں نے مطالبہ کیا ہے کہ بنیادی سہولیات کی فراہمی کو یقینی بنایا جائے اور ترقیاتی کاموں کو بروقت مکمل کیا جائے۔ اجلاس میں مختلف تجاویز پر غور کیا گیا اور فیصلہ کیا گیا کہ آئندہ ہفتے تفصیلی رپورٹ پیش کی جائے گی۔ متعلقہ افسران نے بتایا کہ منصوبے پر کام جاری ہے اور وسائل کی فراہمی کے بعد اسے مکمل کر لیا جائے گا۔ xyxy=(542,237,642,405)
section-box xyxy=(541,1133,643,1149)
section-number: نمبر 14 xyxy=(495,1260,535,1274)
section-title: مہنگائی xyxy=(360,1521,385,1529)
article-text: شہر میں مختلف علاقوں سے موصول ہونے والی اطلاعات کے مطابق عوامی مسائل کے حل کے لیے متعلقہ اداروں سے رابطہ کیا گیا ہے اور حکام نے یقین دہانی کرائی ہے کہ جلد اقدامات کیے جائیں گے۔ شہریوں نے مطالبہ کیا ہے کہ بنیادی سہولیات کی فراہمی کو یقینی بنایا جائے اور ترقیاتی کاموں کو بروقت مکمل کیا جائے۔ اجلاس میں مختلف تجاویز پر غور کیا گیا اور فیصلہ کیا گیا کہ آئندہ ہفتے تفصیلی رپورٹ پیش کی جائے گی۔ متعلقہ افسران نے بتایا کہ منصوبے پر کام جاری ہے اور وسائل کی فراہمی کے بعد اسے مکمل کر لیا جائے گا۔ xyxy=(649,363,749,531)
section-number: نمبر 36 xyxy=(67,1235,107,1249)
section-box xyxy=(648,1429,750,1445)
article-text: شہر میں مختلف علاقوں سے موصول ہونے والی اطلاعات کے مطابق عوامی مسائل کے حل کے لیے متعلقہ اداروں سے رابطہ کیا گیا ہے اور حکام نے یقین دہانی کرائی ہے کہ جلد اقدامات کیے جائیں گے۔ شہریوں نے مطالبہ کیا ہے کہ بنیادی سہولیات کی فراہمی کو یقینی بنایا جائے اور ترقیاتی کاموں کو بروقت مکمل کیا جائے۔ اجلاس میں مختلف تجاویز پر غور کیا گیا اور فیصلہ کیا گیا کہ آئندہ ہفتے تفصیلی رپورٹ پیش کی جائے گی۔ متعلقہ افسران نے بتایا کہ منصوبے پر کام جاری ہے اور وسائل کی فراہمی کے بعد اسے مکمل کر لیا جائے گا۔ xyxy=(328,1537,428,1705)
article-text: شہر میں مختلف علاقوں سے موصول ہونے والی اطلاعات کے مطابق عوامی مسائل کے حل کے لیے متعلقہ اداروں سے رابطہ کیا گیا ہے اور حکام نے یقین دہانی کرائی ہے کہ جلد اقدامات کیے جائیں گے۔ شہریوں نے مطالبہ کیا ہے کہ بنیادی سہولیات کی فراہمی کو یقینی بنایا جائے اور ترقیاتی کاموں کو بروقت مکمل کیا جائے۔ اجلاس میں مختلف تجاویز پر غور کیا گیا اور فیصلہ کیا گیا کہ آئندہ ہفتے تفصیلی رپورٹ پیش کی جائے گی۔ متعلقہ افسران نے بتایا کہ منصوبے پر کام جاری ہے اور وسائل کی فراہمی کے بعد اسے مکمل کر لیا جائے گا۔ xyxy=(756,925,957,1003)
article-text: شہر میں مختلف علاقوں سے موصول ہونے والی اطلاعات کے مطابق عوامی مسائل کے حل کے لیے متعلقہ اداروں سے رابطہ کیا گیا ہے اور حکام نے یقین دہانی کرائی ہے کہ جلد اقدامات کیے جائیں گے۔ شہریوں نے مطالبہ کیا ہے کہ بنیادی سہولیات کی فراہمی کو یقینی بنایا جائے اور ترقیاتی کاموں کو بروقت مکمل کیا جائے۔ اجلاس میں مختلف تجاویز پر غور کیا گیا اور فیصلہ کیا گیا کہ آئندہ ہفتے تفصیلی رپورٹ پیش کی جائے گی۔ متعلقہ افسران نے بتایا کہ منصوبے پر کام جاری ہے اور وسائل کی فراہمی کے بعد اسے مکمل کر لیا جائے گا۔ xyxy=(114,747,214,915)
column-3 xyxy=(217,22,324,1853)
section-number: نمبر 26 xyxy=(281,1090,321,1104)
section-box xyxy=(541,1325,643,1341)
section-number: نمبر 7 xyxy=(608,218,642,232)
article-text: شہر میں مختلف علاقوں سے موصول ہونے والی اطلاعات کے مطابق عوامی مسائل کے حل کے لیے متعلقہ اداروں سے رابطہ کیا گیا ہے اور حکام نے یقین دہانی کرائی ہے کہ جلد اقدامات کیے جائیں گے۔ شہریوں نے مطالبہ کیا ہے کہ بنیادی سہولیات کی فراہمی کو یقینی بنایا جائے اور ترقیاتی کاموں کو بروقت مکمل کیا جائے۔ اجلاس میں مختلف تجاویز پر غور کیا گیا اور فیصلہ کیا گیا کہ آئندہ ہفتے تفصیلی رپورٹ پیش کی جائے گی۔ متعلقہ افسران نے بتایا کہ منصوبے پر کام جاری ہے اور وسائل کی فراہمی کے بعد اسے مکمل کر لیا جائے گا۔ xyxy=(114,939,214,1107)
section-title: امن معاہدے اور پاکستان xyxy=(848,29,920,37)
section-box xyxy=(113,1665,215,1681)
section-title: عدالت xyxy=(472,879,492,887)
column-2 xyxy=(110,22,217,1853)
article-text: شہر میں مختلف علاقوں سے موصول ہونے والی اطلاعات کے مطابق عوامی مسائل کے حل کے لیے متعلقہ اداروں سے رابطہ کیا گیا ہے اور حکام نے یقین دہانی کرائی ہے کہ جلد اقدامات کیے جائیں گے۔ شہریوں نے مطالبہ کیا ہے کہ بنیادی سہولیات کی فراہمی کو یقینی بنایا جائے اور ترقیاتی کاموں کو بروقت مکمل کیا جائے۔ اجلاس میں مختلف تجاویز پر غور کیا گیا اور فیصلہ کیا گیا کہ آئندہ ہفتے تفصیلی رپورٹ پیش کی جائے گی۔ متعلقہ افسران نے بتایا کہ منصوبے پر کام جاری ہے اور وسائل کی فراہمی کے بعد اسے مکمل کر لیا جائے گا۔ xyxy=(756,845,957,923)
section-number: نمبر 22 xyxy=(388,1326,428,1340)
section-title: کھیل xyxy=(370,945,385,953)
article-text: شہر میں مختلف علاقوں سے موصول ہونے والی اطلاعات کے مطابق عوامی مسائل کے حل کے لیے متعلقہ اداروں سے رابطہ کیا گیا ہے اور حکام نے یقین دہانی کرائی ہے کہ جلد اقدامات کیے جائیں گے۔ شہریوں نے مطالبہ کیا ہے کہ بنیادی سہولیات کی فراہمی کو یقینی بنایا جائے اور ترقیاتی کاموں کو بروقت مکمل کیا جائے۔ اجلاس میں مختلف تجاویز پر غور کیا گیا اور فیصلہ کیا گیا کہ آئندہ ہفتے تفصیلی رپورٹ پیش کی جائے گی۔ متعلقہ افسران نے بتایا کہ منصوبے پر کام جاری ہے اور وسائل کی فراہمی کے بعد اسے مکمل کر لیا جائے گا۔ xyxy=(221,363,321,531)
notice-stf: STF xyxy=(3,1224,17,1231)
notice-text: شہر میں مختلف علاقوں سے موصول ہونے والی اطلاعات کے مطابق عوامی مسائل کے حل کے لیے متعلقہ اداروں سے رابطہ کیا گیا ہے اور حکام نے یقین دہانی کرائی ہے کہ جلد اقدامات کیے جائیں گے۔ شہریوں نے مطالبہ کیا ہے کہ بنیادی سہولیات کی فراہمی کو یقینی بنایا جائے اور ترقیاتی کاموں کو بروقت مکمل کیا جائے۔ اجلاس میں مختلف تجاویز پر غور کیا گیا اور فیصلہ کیا گیا کہ آئندہ ہفتے تفصیلی رپورٹ پیش کی جائے گی۔ متعلقہ افسران نے بتایا کہ منصوبے پر کام جاری ہے اور وسائل کی فراہمی کے بعد اسے مکمل کر لیا جائے گا۔ xyxy=(3,319,107,487)
classified-heading: مختصر اشتہارات xyxy=(20,28,90,64)
section-box xyxy=(327,1517,429,1533)
article-text: شہر میں مختلف علاقوں سے موصول ہونے والی اطلاعات کے مطابق عوامی مسائل کے حل کے لیے متعلقہ اداروں سے رابطہ کیا گیا ہے اور حکام نے یقین دہانی کرائی ہے کہ جلد اقدامات کیے جائیں گے۔ شہریوں نے مطالبہ کیا ہے کہ بنیادی سہولیات کی فراہمی کو یقینی بنایا جائے اور ترقیاتی کاموں کو بروقت مکمل کیا جائے۔ اجلاس میں مختلف تجاویز پر غور کیا گیا اور فیصلہ کیا گیا کہ آئندہ ہفتے تفصیلی رپورٹ پیش کی جائے گی۔ متعلقہ افسران نے بتایا کہ منصوبے پر کام جاری ہے اور وسائل کی فراہمی کے بعد اسے مکمل کر لیا جائے گا۔ xyxy=(435,1087,535,1255)
section-box xyxy=(541,217,643,233)
section-box xyxy=(220,705,322,721)
section-box xyxy=(434,1643,536,1659)
article-text: شہر میں مختلف علاقوں سے موصول ہونے والی اطلاعات کے مطابق عوامی مسائل کے حل کے لیے متعلقہ اداروں سے رابطہ کیا گیا ہے اور حکام نے یقین دہانی کرائی ہے کہ جلد اقدامات کیے جائیں گے۔ شہریوں نے مطالبہ کیا ہے کہ بنیادی سہولیات کی فراہمی کو یقینی بنایا جائے اور ترقیاتی کاموں کو بروقت مکمل کیا جائے۔ اجلاس میں مختلف تجاویز پر غور کیا گیا اور فیصلہ کیا گیا کہ آئندہ ہفتے تفصیلی رپورٹ پیش کی جائے گی۔ متعلقہ افسران نے بتایا کہ منصوبے پر کام جاری ہے اور وسائل کی فراہمی کے بعد اسے مکمل کر لیا جائے گا۔ xyxy=(649,1449,749,1617)
article-text: شہر میں مختلف علاقوں سے موصول ہونے والی اطلاعات کے مطابق عوامی مسائل کے حل کے لیے متعلقہ اداروں سے رابطہ کیا گیا ہے اور حکام نے یقین دہانی کرائی ہے کہ جلد اقدامات کیے جائیں گے۔ شہریوں نے مطالبہ کیا ہے کہ بنیادی سہولیات کی فراہمی کو یقینی بنایا جائے اور ترقیاتی کاموں کو بروقت مکمل کیا جائے۔ اجلاس میں مختلف تجاویز پر غور کیا گیا اور فیصلہ کیا گیا کہ آئندہ ہفتے تفصیلی رپورٹ پیش کی جائے گی۔ متعلقہ افسران نے بتایا کہ منصوبے پر کام جاری ہے اور وسائل کی فراہمی کے بعد اسے مکمل کر لیا جائے گا۔ xyxy=(221,533,321,701)
article-text: شہر میں مختلف علاقوں سے موصول ہونے والی اطلاعات کے مطابق عوامی مسائل کے حل کے لیے متعلقہ اداروں سے رابطہ کیا گیا ہے اور حکام نے یقین دہانی کرائی ہے کہ جلد اقدامات کیے جائیں گے۔ شہریوں نے مطالبہ کیا ہے کہ بنیادی سہولیات کی فراہمی کو یقینی بنایا جائے اور ترقیاتی کاموں کو بروقت مکمل کیا جائے۔ اجلاس میں مختلف تجاویز پر غور کیا گیا اور فیصلہ کیا گیا کہ آئندہ ہفتے تفصیلی رپورٹ پیش کی جائے گی۔ متعلقہ افسران نے بتایا کہ منصوبے پر کام جاری ہے اور وسائل کی فراہمی کے بعد اسے مکمل کر لیا جائے گا۔ xyxy=(114,23,214,191)
section-box xyxy=(434,1067,536,1083)
section-number: نمبر 32 xyxy=(174,920,214,934)
section-title: ترقیاتی منصوبے xyxy=(446,1263,492,1271)
section-title: وفاقی حکومت xyxy=(127,199,171,207)
section-box xyxy=(2,1234,108,1250)
section-box xyxy=(434,875,536,891)
article-text: شہر میں مختلف علاقوں سے موصول ہونے والی اطلاعات کے مطابق عوامی مسائل کے حل کے لیے متعلقہ اداروں سے رابطہ کیا گیا ہے اور حکام نے یقین دہانی کرائی ہے کہ جلد اقدامات کیے جائیں گے۔ شہریوں نے مطالبہ کیا ہے کہ بنیادی سہولیات کی فراہمی کو یقینی بنایا جائے اور ترقیاتی کاموں کو بروقت مکمل کیا جائے۔ اجلاس میں مختلف تجاویز پر غور کیا گیا اور فیصلہ کیا گیا کہ آئندہ ہفتے تفصیلی رپورٹ پیش کی جائے گی۔ متعلقہ افسران نے بتایا کہ منصوبے پر کام جاری ہے اور وسائل کی فراہمی کے بعد اسے مکمل کر لیا جائے گا۔ xyxy=(756,525,957,603)
section-number: نمبر 20 xyxy=(388,942,428,956)
classified-ad-box xyxy=(2,24,108,119)
article-text: شہر میں مختلف علاقوں سے موصول ہونے والی اطلاعات کے مطابق عوامی مسائل کے حل کے لیے متعلقہ اداروں سے رابطہ کیا گیا ہے اور حکام نے یقین دہانی کرائی ہے کہ جلد اقدامات کیے جائیں گے۔ شہریوں نے مطالبہ کیا ہے کہ بنیادی سہولیات کی فراہمی کو یقینی بنایا جائے اور ترقیاتی کاموں کو بروقت مکمل کیا جائے۔ اجلاس میں مختلف تجاویز پر غور کیا گیا اور فیصلہ کیا گیا کہ آئندہ ہفتے تفصیلی رپورٹ پیش کی جائے گی۔ متعلقہ افسران نے بتایا کہ منصوبے پر کام جاری ہے اور وسائل کی فراہمی کے بعد اسے مکمل کر لیا جائے گا۔ xyxy=(221,725,321,893)
section-title: جرائم xyxy=(153,923,171,931)
section-number: نمبر 23 xyxy=(388,1518,428,1532)
section-number: نمبر 35 xyxy=(174,1666,214,1680)
article-text: شہر میں مختلف علاقوں سے موصول ہونے والی اطلاعات کے مطابق عوامی مسائل کے حل کے لیے متعلقہ اداروں سے رابطہ کیا گیا ہے اور حکام نے یقین دہانی کرائی ہے کہ جلد اقدامات کیے جائیں گے۔ شہریوں نے مطالبہ کیا ہے کہ بنیادی سہولیات کی فراہمی کو یقینی بنایا جائے اور ترقیاتی کاموں کو بروقت مکمل کیا جائے۔ اجلاس میں مختلف تجاویز پر غور کیا گیا اور فیصلہ کیا گیا کہ آئندہ ہفتے تفصیلی رپورٹ پیش کی جائے گی۔ متعلقہ افسران نے بتایا کہ منصوبے پر کام جاری ہے اور وسائل کی فراہمی کے بعد اسے مکمل کر لیا جائے گا۔ xyxy=(649,917,749,1085)
article-text: شہر میں مختلف علاقوں سے موصول ہونے والی اطلاعات کے مطابق عوامی مسائل کے حل کے لیے متعلقہ اداروں سے رابطہ کیا گیا ہے اور حکام نے یقین دہانی کرائی ہے کہ جلد اقدامات کیے جائیں گے۔ شہریوں نے مطالبہ کیا ہے کہ بنیادی سہولیات کی فراہمی کو یقینی بنایا جائے اور ترقیاتی کاموں کو بروقت مکمل کیا جائے۔ اجلاس میں مختلف تجاویز پر غور کیا گیا اور فیصلہ کیا گیا کہ آئندہ ہفتے تفصیلی رپورٹ پیش کی جائے گی۔ متعلقہ افسران نے بتایا کہ منصوبے پر کام جاری ہے اور وسائل کی فراہمی کے بعد اسے مکمل کر لیا جائے گا۔ xyxy=(114,1323,214,1491)
masthead xyxy=(0,0,960,18)
article-text: شہر میں مختلف علاقوں سے موصول ہونے والی اطلاعات کے مطابق عوامی مسائل کے حل کے لیے متعلقہ اداروں سے رابطہ کیا گیا ہے اور حکام نے یقین دہانی کرائی ہے کہ جلد اقدامات کیے جائیں گے۔ شہریوں نے مطالبہ کیا ہے کہ بنیادی سہولیات کی فراہمی کو یقینی بنایا جائے اور ترقیاتی کاموں کو بروقت مکمل کیا جائے۔ اجلاس میں مختلف تجاویز پر غور کیا گیا اور فیصلہ کیا گیا کہ آئندہ ہفتے تفصیلی رپورٹ پیش کی جائے گی۔ متعلقہ افسران نے بتایا کہ منصوبے پر کام جاری ہے اور وسائل کی فراہمی کے بعد اسے مکمل کر لیا جائے گا۔ xyxy=(542,961,642,1129)
section-box xyxy=(327,941,429,957)
section-number: نمبر 31 xyxy=(174,558,214,572)
section-box xyxy=(648,535,750,551)
section-title: صوبائی حکومت xyxy=(124,561,171,569)
article-text: شہر میں مختلف علاقوں سے موصول ہونے والی اطلاعات کے مطابق عوامی مسائل کے حل کے لیے متعلقہ اداروں سے رابطہ کیا گیا ہے اور حکام نے یقین دہانی کرائی ہے کہ جلد اقدامات کیے جائیں گے۔ شہریوں نے مطالبہ کیا ہے کہ بنیادی سہولیات کی فراہمی کو یقینی بنایا جائے اور ترقیاتی کاموں کو بروقت مکمل کیا جائے۔ اجلاس میں مختلف تجاویز پر غور کیا گیا اور فیصلہ کیا گیا کہ آئندہ ہفتے تفصیلی رپورٹ پیش کی جائے گی۔ متعلقہ افسران نے بتایا کہ منصوبے پر کام جاری ہے اور وسائل کی فراہمی کے بعد اسے مکمل کر لیا جائے گا۔ xyxy=(114,215,214,383)
article-text: شہر میں مختلف علاقوں سے موصول ہونے والی اطلاعات کے مطابق عوامی مسائل کے حل کے لیے متعلقہ اداروں سے رابطہ کیا گیا ہے اور حکام نے یقین دہانی کرائی ہے کہ جلد اقدامات کیے جائیں گے۔ شہریوں نے مطالبہ کیا ہے کہ بنیادی سہولیات کی فراہمی کو یقینی بنایا جائے اور ترقیاتی کاموں کو بروقت مکمل کیا جائے۔ اجلاس میں مختلف تجاویز پر غور کیا گیا اور فیصلہ کیا گیا کہ آئندہ ہفتے تفصیلی رپورٹ پیش کی جائے گی۔ متعلقہ افسران نے بتایا کہ منصوبے پر کام جاری ہے اور وسائل کی فراہمی کے بعد اسے مکمل کر لیا جائے گا۔ xyxy=(328,215,428,383)
article-text: شہر میں مختلف علاقوں سے موصول ہونے والی اطلاعات کے مطابق عوامی مسائل کے حل کے لیے متعلقہ اداروں سے رابطہ کیا گیا ہے اور حکام نے یقین دہانی کرائی ہے کہ جلد اقدامات کیے جائیں گے۔ شہریوں نے مطالبہ کیا ہے کہ بنیادی سہولیات کی فراہمی کو یقینی بنایا جائے اور ترقیاتی کاموں کو بروقت مکمل کیا جائے۔ اجلاس میں مختلف تجاویز پر غور کیا گیا اور فیصلہ کیا گیا کہ آئندہ ہفتے تفصیلی رپورٹ پیش کی جائے گی۔ متعلقہ افسران نے بتایا کہ منصوبے پر کام جاری ہے اور وسائل کی فراہمی کے بعد اسے مکمل کر لیا جائے گا۔ xyxy=(328,961,428,1129)
article-text: شہر میں مختلف علاقوں سے موصول ہونے والی اطلاعات کے مطابق عوامی مسائل کے حل کے لیے متعلقہ اداروں سے رابطہ کیا گیا ہے اور حکام نے یقین دہانی کرائی ہے کہ جلد اقدامات کیے جائیں گے۔ شہریوں نے مطالبہ کیا ہے کہ بنیادی سہولیات کی فراہمی کو یقینی بنایا جائے اور ترقیاتی کاموں کو بروقت مکمل کیا جائے۔ اجلاس میں مختلف تجاویز پر غور کیا گیا اور فیصلہ کیا گیا کہ آئندہ ہفتے تفصیلی رپورٹ پیش کی جائے گی۔ متعلقہ افسران نے بتایا کہ منصوبے پر کام جاری ہے اور وسائل کی فراہمی کے بعد اسے مکمل کر لیا جائے گا۔ xyxy=(435,1471,535,1639)
article-text: شہر میں مختلف علاقوں سے موصول ہونے والی اطلاعات کے مطابق عوامی مسائل کے حل کے لیے متعلقہ اداروں سے رابطہ کیا گیا ہے اور حکام نے یقین دہانی کرائی ہے کہ جلد اقدامات کیے جائیں گے۔ شہریوں نے مطالبہ کیا ہے کہ بنیادی سہولیات کی فراہمی کو یقینی بنایا جائے اور ترقیاتی کاموں کو بروقت مکمل کیا جائے۔ اجلاس میں مختلف تجاویز پر غور کیا گیا اور فیصلہ کیا گیا کہ آئندہ ہفتے تفصیلی رپورٹ پیش کی جائے گی۔ متعلقہ افسران نے بتایا کہ منصوبے پر کام جاری ہے اور وسائل کی فراہمی کے بعد اسے مکمل کر لیا جائے گا۔ xyxy=(435,193,535,361)
article-text: شہر میں مختلف علاقوں سے موصول ہونے والی اطلاعات کے مطابق عوامی مسائل کے حل کے لیے متعلقہ اداروں سے رابطہ کیا گیا ہے اور حکام نے یقین دہانی کرائی ہے کہ جلد اقدامات کیے جائیں گے۔ شہریوں نے مطالبہ کیا ہے کہ بنیادی سہولیات کی فراہمی کو یقینی بنایا جائے اور ترقیاتی کاموں کو بروقت مکمل کیا جائے۔ اجلاس میں مختلف تجاویز پر غور کیا گیا اور فیصلہ کیا گیا کہ آئندہ ہفتے تفصیلی رپورٹ پیش کی جائے گی۔ متعلقہ افسران نے بتایا کہ منصوبے پر کام جاری ہے اور وسائل کی فراہمی کے بعد اسے مکمل کر لیا جائے گا۔ xyxy=(649,1087,749,1255)
article-text: شہر میں مختلف علاقوں سے موصول ہونے والی اطلاعات کے مطابق عوامی مسائل کے حل کے لیے متعلقہ اداروں سے رابطہ کیا گیا ہے اور حکام نے یقین دہانی کرائی ہے کہ جلد اقدامات کیے جائیں گے۔ شہریوں نے مطالبہ کیا ہے کہ بنیادی سہولیات کی فراہمی کو یقینی بنایا جائے اور ترقیاتی کاموں کو بروقت مکمل کیا جائے۔ اجلاس میں مختلف تجاویز پر غور کیا گیا اور فیصلہ کیا گیا کہ آئندہ ہفتے تفصیلی رپورٹ پیش کی جائے گی۔ متعلقہ افسران نے بتایا کہ منصوبے پر کام جاری ہے اور وسائل کی فراہمی کے بعد اسے مکمل کر لیا جائے گا۔ xyxy=(221,23,321,191)
article-text: شہر میں مختلف علاقوں سے موصول ہونے والی اطلاعات کے مطابق عوامی مسائل کے حل کے لیے متعلقہ اداروں سے رابطہ کیا گیا ہے اور حکام نے یقین دہانی کرائی ہے کہ جلد اقدامات کیے جائیں گے۔ شہریوں نے مطالبہ کیا ہے کہ بنیادی سہولیات کی فراہمی کو یقینی بنایا جائے اور ترقیاتی کاموں کو بروقت مکمل کیا جائے۔ اجلاس میں مختلف تجاویز پر غور کیا گیا اور فیصلہ کیا گیا کہ آئندہ ہفتے تفصیلی رپورٹ پیش کی جائے گی۔ متعلقہ افسران نے بتایا کہ منصوبے پر کام جاری ہے اور وسائل کی فراہمی کے بعد اسے مکمل کر لیا جائے گا۔ xyxy=(114,1131,214,1299)
section-title: ٹریفک xyxy=(366,1329,385,1337)
section-title: بلدیاتی ادارے xyxy=(240,1285,278,1293)
article-text: شہر میں مختلف علاقوں سے موصول ہونے والی اطلاعات کے مطابق عوامی مسائل کے حل کے لیے متعلقہ اداروں سے رابطہ کیا گیا ہے اور حکام نے یقین دہانی کرائی ہے کہ جلد اقدامات کیے جائیں گے۔ شہریوں نے مطالبہ کیا ہے کہ بنیادی سہولیات کی فراہمی کو یقینی بنایا جائے اور ترقیاتی کاموں کو بروقت مکمل کیا جائے۔ اجلاس میں مختلف تجاویز پر غور کیا گیا اور فیصلہ کیا گیا کہ آئندہ ہفتے تفصیلی رپورٹ پیش کی جائے گی۔ متعلقہ افسران نے بتایا کہ منصوبے پر کام جاری ہے اور وسائل کی فراہمی کے بعد اسے مکمل کر لیا جائے گا۔ xyxy=(756,45,957,123)
article-text: شہر میں مختلف علاقوں سے موصول ہونے والی اطلاعات کے مطابق عوامی مسائل کے حل کے لیے متعلقہ اداروں سے رابطہ کیا گیا ہے اور حکام نے یقین دہانی کرائی ہے کہ جلد اقدامات کیے جائیں گے۔ شہریوں نے مطالبہ کیا ہے کہ بنیادی سہولیات کی فراہمی کو یقینی بنایا جائے اور ترقیاتی کاموں کو بروقت مکمل کیا جائے۔ اجلاس میں مختلف تجاویز پر غور کیا گیا اور فیصلہ کیا گیا کہ آئندہ ہفتے تفصیلی رپورٹ پیش کی جائے گی۔ متعلقہ افسران نے بتایا کہ منصوبے پر کام جاری ہے اور وسائل کی فراہمی کے بعد اسے مکمل کر لیا جائے گا۔ xyxy=(542,577,642,745)
masthead-urdu-date: * ⑤ روزنامہ امت کراچی ۱۷ جون ۲۰۲۶ء xyxy=(770,1,956,14)
section-title: مسلح افواج xyxy=(884,1011,920,1019)
section-number: نمبر 6 xyxy=(608,26,642,40)
section-box xyxy=(327,195,429,211)
section-title: تجارت xyxy=(585,753,605,761)
article-text: شہر میں مختلف علاقوں سے موصول ہونے والی اطلاعات کے مطابق عوامی مسائل کے حل کے لیے متعلقہ اداروں سے رابطہ کیا گیا ہے اور حکام نے یقین دہانی کرائی ہے کہ جلد اقدامات کیے جائیں گے۔ شہریوں نے مطالبہ کیا ہے کہ بنیادی سہولیات کی فراہمی کو یقینی بنایا جائے اور ترقیاتی کاموں کو بروقت مکمل کیا جائے۔ اجلاس میں مختلف تجاویز پر غور کیا گیا اور فیصلہ کیا گیا کہ آئندہ ہفتے تفصیلی رپورٹ پیش کی جائے گی۔ متعلقہ افسران نے بتایا کہ منصوبے پر کام جاری ہے اور وسائل کی فراہمی کے بعد اسے مکمل کر لیا جائے گا۔ xyxy=(649,1619,749,1787)
section-box xyxy=(220,1665,322,1681)
article-text: شہر میں مختلف علاقوں سے موصول ہونے والی اطلاعات کے مطابق عوامی مسائل کے حل کے لیے متعلقہ اداروں سے رابطہ کیا گیا ہے اور حکام نے یقین دہانی کرائی ہے کہ جلد اقدامات کیے جائیں گے۔ شہریوں نے مطالبہ کیا ہے کہ بنیادی سہولیات کی فراہمی کو یقینی بنایا جائے اور ترقیاتی کاموں کو بروقت مکمل کیا جائے۔ اجلاس میں مختلف تجاویز پر غور کیا گیا اور فیصلہ کیا گیا کہ آئندہ ہفتے تفصیلی رپورٹ پیش کی جائے گی۔ متعلقہ افسران نے بتایا کہ منصوبے پر کام جاری ہے اور وسائل کی فراہمی کے بعد اسے مکمل کر لیا جائے گا۔ xyxy=(328,407,428,575)
section-box xyxy=(220,1281,322,1297)
